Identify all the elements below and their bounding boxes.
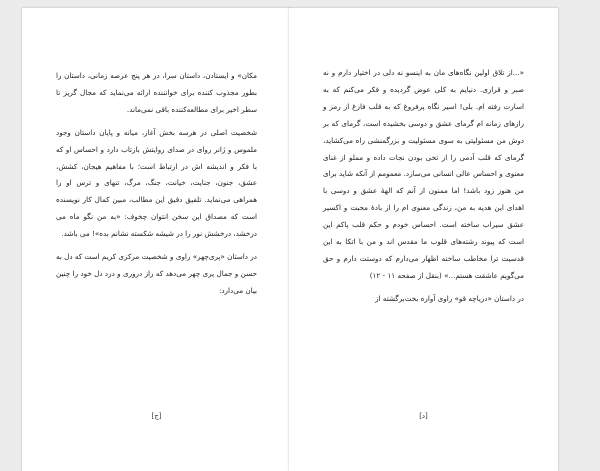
paragraph: در داستان «دریاچه قو» راوی آواره بخت‌برگشته از [375,293,524,303]
right-page-text [323,65,524,308]
paragraph: «...از تلاق اولین نگاه‌های مان به اینسو نه دلی در اختیار دارم و نه صبر و قراری. دنیایم به کلی عوض گردیده و فکر می‌کنم که به اسارت رفته ام. بلی! اسیر نگاه پرفروغ که به قلب فارغ از رمز و رازهای زمانه ام گرمای عشق و دوسی بخشیده است، گرمای که بر دوش من مسئولیتی به سوی مسئولیت و بزرگمنشی راه می‌کشاید، گرمای که قلب آدمی را از تخی بودن نجات داده و مملو از غنای معنوی و احساس عالی انسانی می‌سازد. معمومم از آنکه شاید برای من هنوز زود باشد! اما ممنون از آنم که الهۀ عشق و دوسی با اهدای این هدیه به من، زندگی معنوی ام را از بادۀ محبت و اکسیر عشق سیراب ساخته است. احساس خودم و حکم قلب پاکم این است که پیوند رشته‌های قلوب ما مقدس اند و من با اتکا به این قدسیت ترا مخاطب ساخته اظهار می‌دارم که دوستت دارم و حق می‌گویم عاشقت هستم...» (بنقل از صفحه ۱۱ - ۱۲) [323,68,524,280]
left-page-text [56,68,257,300]
page-number: [د] [419,412,428,420]
left-page [22,8,291,471]
page-number: [ج] [151,412,162,420]
right-page [289,8,558,471]
paragraph: در داستان «پری‌چهر» راوی و شخصیت مرکزی کریم است که دل به حسن و جمال پری چهر می‌دهد که راز دروری و درد دل خود را چنین بیان می‌دارد: [56,252,257,295]
paragraph: شخصیت اصلی در هرسه بخش آغاز، میانه و پایان داستان وجود ملموس و ژانر روای در صدای روایتش بازتاب دارد و احساس او که با فکر و اندیشه اش در ارتباط است؛ با مفاهیم هیجان، کشش، عشق، جنون، جنایت، خیانت، جنگ، مرگ، تنهای و ترس او را همراهی می‌نماید. تلفیق دقیق این مطالب، مبین کمال کار نویسنده است که مصداق این سخن انتوان چخوف: «به من نگو ماه می درخشد، درخشش نور را در شیشه شکسته نشانم بده»! می باشد. [56,127,257,239]
paragraph: مکان» و ایستادن، داستان سرا، در هر پنج عرصه زمانی، داستان را بطور مجذوب کننده برای خوانننده ارائه می‌نماید که مجال گریز تا سطر اخیر برای مطالعه‌کننده باقی نمی‌ماند. [56,71,257,114]
